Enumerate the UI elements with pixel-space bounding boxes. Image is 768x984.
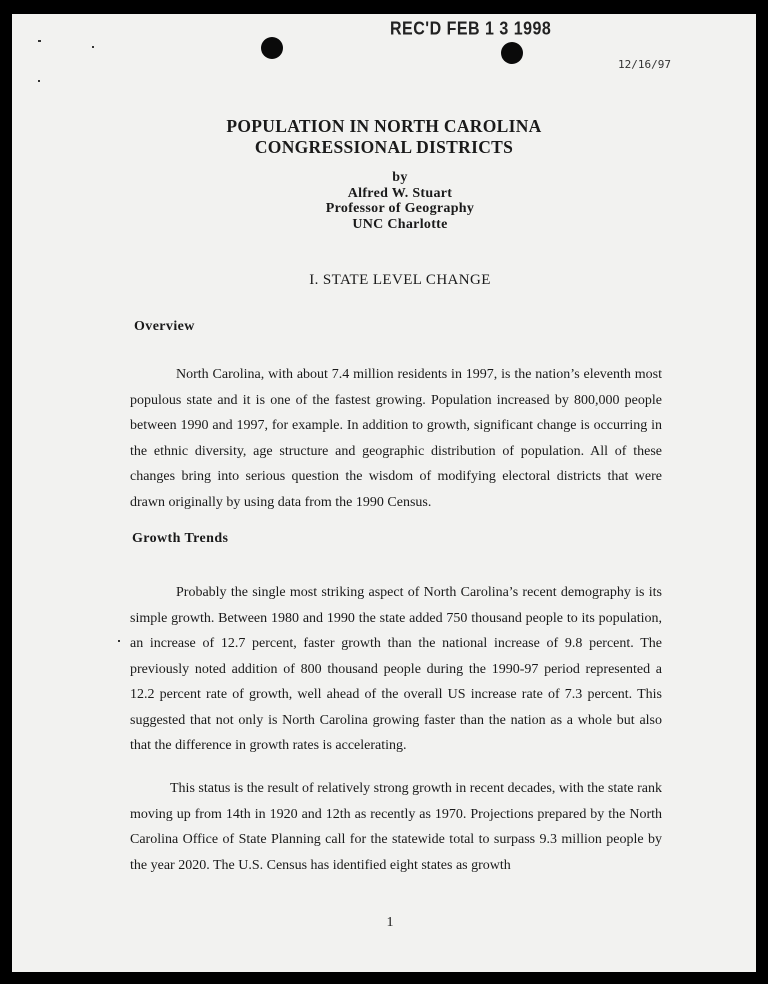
scan-speck [118, 640, 120, 642]
scan-speck [92, 46, 94, 48]
document-date: 12/16/97 [618, 58, 671, 71]
growth-paragraph-1 [130, 580, 662, 759]
author-position: Professor of Geography [325, 201, 475, 216]
growth-text-2: This status is the result of relatively strong growth in recent decades, with the state rank moving up from 14th in 1920 and 12th as recently as 1970. Projections prepared by the North Carolina Office of State Planning call for the statewide total to surpass 9.3 million people by the year 2020. The U.S. Census has identified eight states as growth [130, 781, 662, 873]
overview-text: North Carolina, with about 7.4 million residents in 1997, is the nation’s eleventh most populous state and it is one of the fastest growing. Population increased by 800,000 people between 1990 and 1997, for example. In addition to growth, significant change is occurring in the ethnic diversity, age structure and geographic distribution of population. All of these changes bring into serious question the wisdom of modifying electoral districts that were drawn originally by using data from the 1990 Census. [130, 367, 662, 510]
growth-paragraph-2 [130, 776, 662, 878]
overview-paragraph [130, 362, 662, 515]
scan-speck [38, 40, 41, 42]
scan-speck [38, 80, 40, 82]
title-line-2: CONGRESSIONAL DISTRICTS [254, 137, 514, 157]
punch-hole-left [261, 37, 283, 59]
growth-trends-heading: Growth Trends [132, 531, 229, 546]
title-line-1: POPULATION IN NORTH CAROLINA [226, 116, 542, 136]
section-heading: I. STATE LEVEL CHANGE [309, 272, 491, 288]
punch-hole-right [501, 42, 523, 64]
author-affiliation: UNC Charlotte [352, 216, 448, 232]
document-title [0, 116, 768, 158]
author-name: Alfred W. Stuart [347, 185, 453, 201]
overview-heading: Overview [134, 319, 195, 334]
received-stamp: REC'D FEB 1 3 1998 [390, 19, 552, 40]
page-number: 1 [386, 915, 394, 930]
growth-text-1: Probably the single most striking aspect of North Carolina’s recent demography is its simple growth. Between 1980 and 1990 the state added 750 thousand people to its population, an increase of 12.7 percent, faster growth than the national increase of 9.8 percent. The previously noted addition of 800 thousand people during the 1990-97 period represented a 12.2 percent rate of growth, well ahead of the overall US increase rate of 7.3 percent. This suggested that not only is North Carolina growing faster than the nation as a whole but also that the difference in growth rates is accelerating. [130, 585, 662, 753]
author-by: by [392, 170, 408, 185]
author-block [0, 170, 768, 232]
